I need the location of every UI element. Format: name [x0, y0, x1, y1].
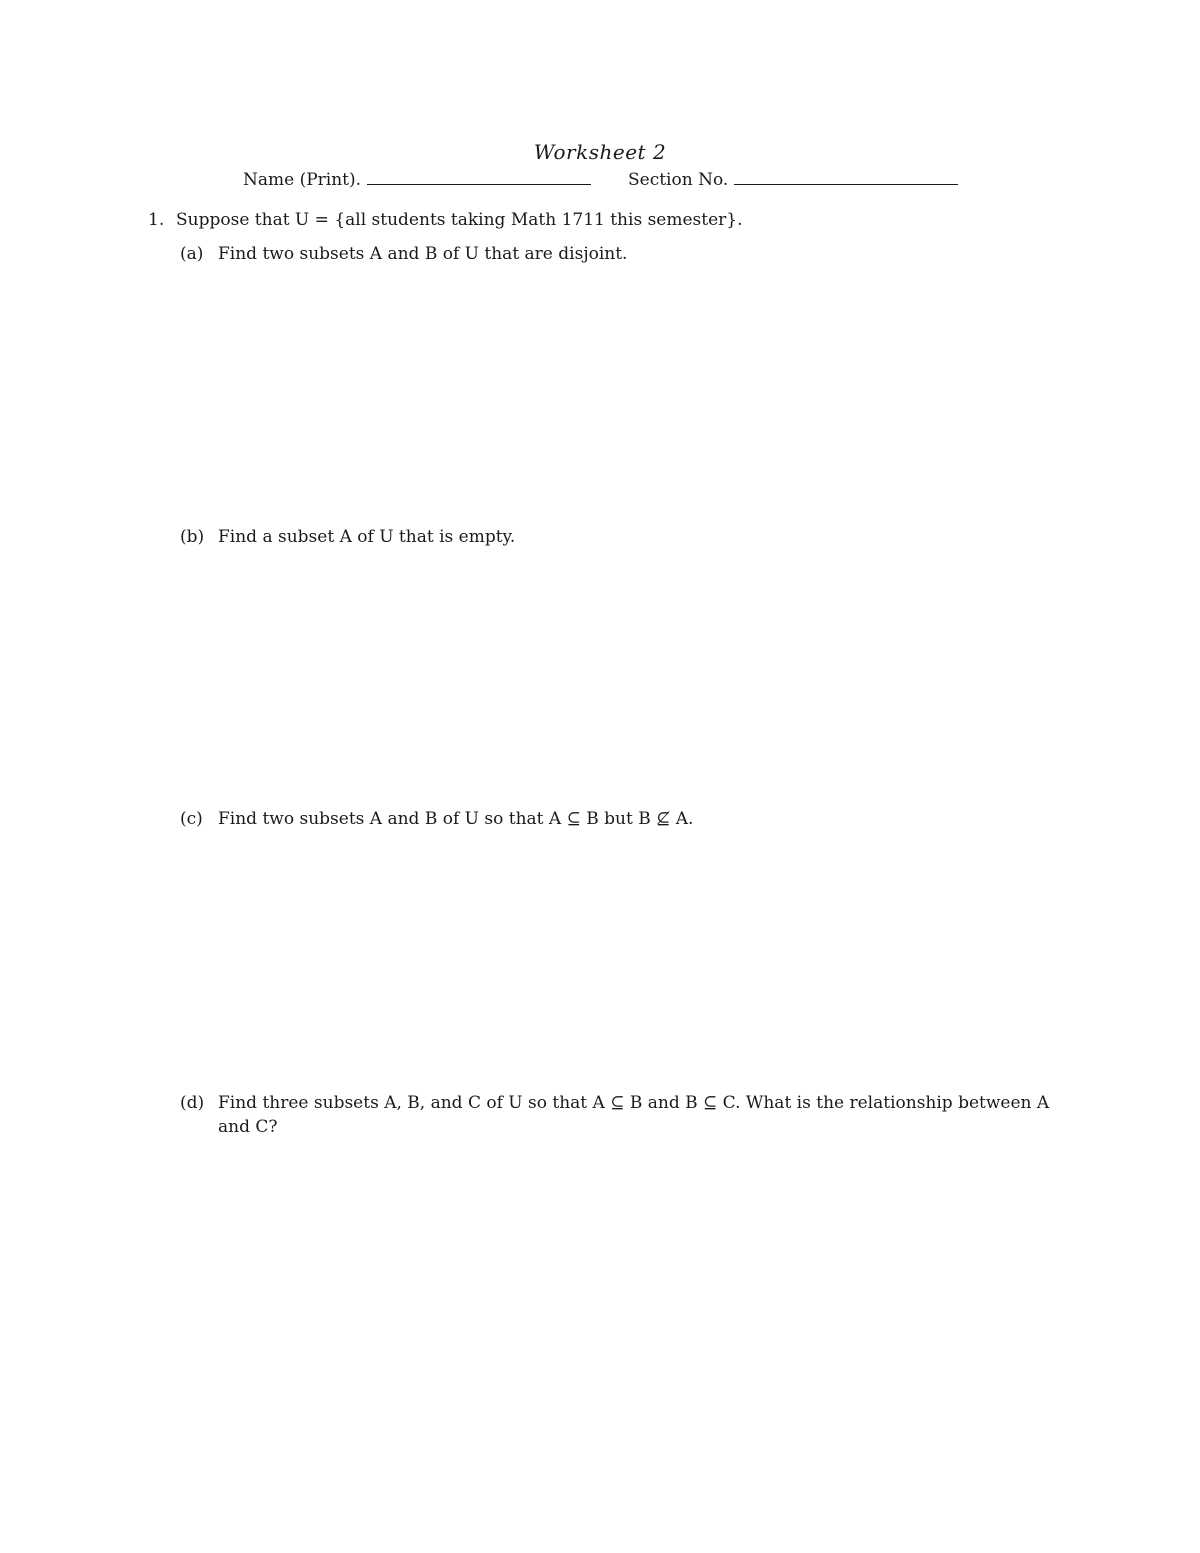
name-field [243, 166, 591, 190]
part-text: Find a subset A of U that is empty. [218, 527, 516, 547]
name-blank-line [367, 166, 591, 185]
section-blank-line [734, 166, 958, 185]
part-label: (a) [180, 244, 204, 264]
name-label: Name (Print). [243, 170, 362, 190]
question-1 [148, 210, 743, 230]
part-label: (d) [180, 1093, 205, 1113]
section-field [628, 166, 958, 190]
part-label: (c) [180, 809, 203, 829]
part-text: Find two subsets A and B of U so that A ⊆ B but B ⊈ A. [218, 809, 694, 829]
section-label: Section No. [628, 170, 729, 190]
question-prompt: Suppose that U = {all students taking Math 1711 this semester}. [176, 210, 743, 230]
part-text: Find two subsets A and B of U that are disjoint. [218, 244, 628, 264]
question-number: 1. [148, 210, 165, 230]
part-label: (b) [180, 527, 205, 547]
worksheet-title: Worksheet 2 [533, 140, 667, 164]
part-text: Find three subsets A, B, and C of U so that A ⊆ B and B ⊆ C. What is the relationship between A and C? [218, 1093, 1050, 1137]
